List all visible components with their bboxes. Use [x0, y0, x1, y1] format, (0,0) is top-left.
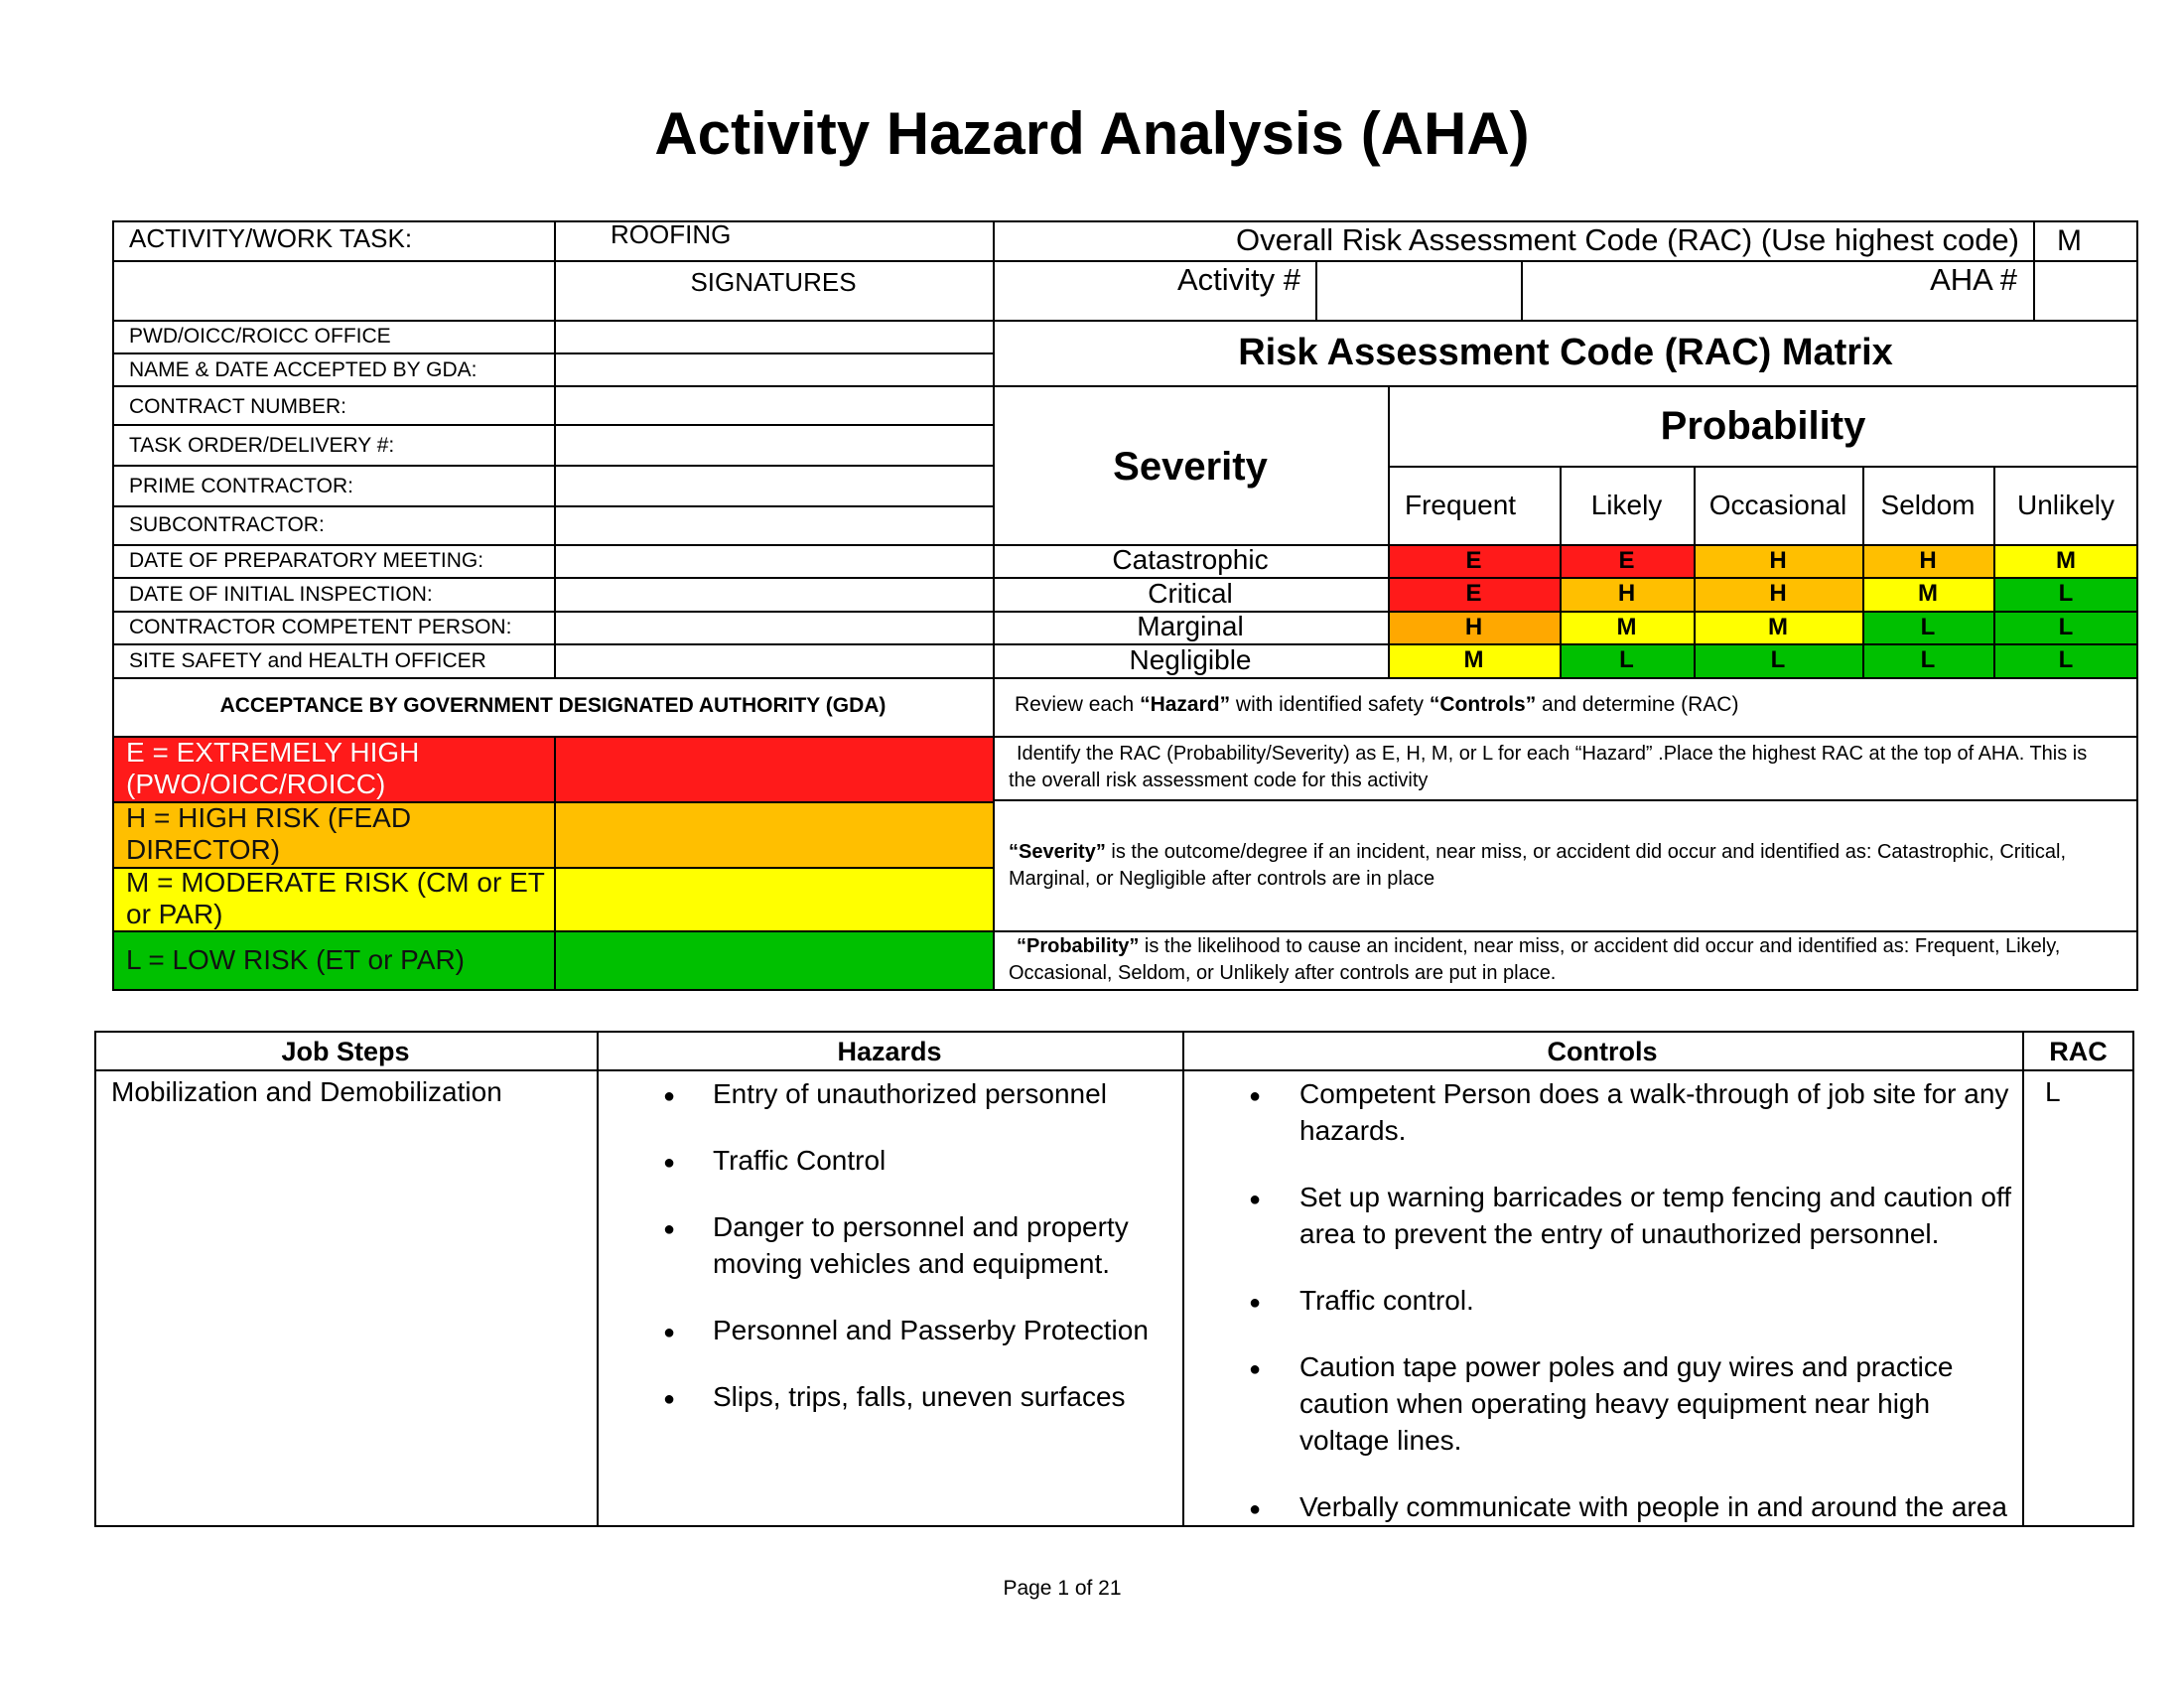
rac-cell-h: H	[1388, 611, 1560, 643]
field-initial-inspection: DATE OF INITIAL INSPECTION:	[129, 583, 433, 606]
input-name-date-accepted[interactable]	[556, 354, 992, 384]
page-title: Activity Hazard Analysis (AHA)	[654, 100, 1530, 167]
input-initial-inspection[interactable]	[556, 579, 992, 610]
rac-cell-m: M	[1388, 643, 1560, 677]
rac-cell-h: H	[1694, 544, 1862, 577]
instruction-probability: “Probability” is the likelihood to cause an incident, near miss, or accident did occur and identified as: Frequent, Likely, Occasional, Seldom, or Unlikely after controls are put in place.	[1009, 935, 2061, 984]
sev-critical: Critical	[1148, 578, 1233, 609]
col-header-hazards: Hazards	[837, 1037, 942, 1066]
prob-frequent: Frequent	[1405, 490, 1517, 520]
hazard-item: Entry of unauthorized personnel	[713, 1078, 1107, 1109]
activity-number-label: Activity #	[1176, 262, 1300, 297]
signatures-label: SIGNATURES	[690, 267, 857, 297]
control-item: Competent Person does a walk-through of job site for any hazards.	[1299, 1078, 2009, 1146]
input-aha-number[interactable]	[2035, 262, 2137, 319]
rac-cell-e: E	[1388, 544, 1560, 577]
col-header-controls: Controls	[1547, 1037, 1658, 1066]
legend-moderate-risk: M = MODERATE RISK (CM or ET or PAR)	[126, 866, 545, 929]
rac-cell-l: L	[1862, 611, 1993, 643]
rac-cell-l: L	[1993, 577, 2138, 611]
col-header-rac: RAC	[2049, 1037, 2108, 1066]
input-contract-number[interactable]	[556, 387, 992, 423]
hazard-item: Slips, trips, falls, uneven surfaces	[713, 1381, 1126, 1412]
prob-unlikely: Unlikely	[2016, 490, 2116, 520]
input-subcontractor[interactable]	[556, 507, 992, 543]
legend-high-risk: H = HIGH RISK (FEAD DIRECTOR)	[126, 801, 412, 865]
control-item: Caution tape power poles and guy wires and practice caution when operating heavy equipment near high voltage lines.	[1299, 1351, 1954, 1456]
control-item: Set up warning barricades or temp fencing and caution off area to prevent the entry of unauthorized personnel.	[1299, 1182, 2012, 1249]
field-contract-number: CONTRACT NUMBER:	[129, 395, 346, 418]
rac-value: L	[2045, 1076, 2061, 1107]
severity-header: Severity	[1113, 445, 1268, 489]
sev-negligible: Negligible	[1129, 644, 1252, 675]
rac-cell-l: L	[1560, 643, 1694, 677]
input-safety-officer[interactable]	[556, 645, 992, 676]
prob-likely: Likely	[1590, 490, 1663, 520]
rac-cell-h: H	[1560, 577, 1694, 611]
aha-number-label: AHA #	[1930, 262, 2017, 297]
rac-cell-h: H	[1862, 544, 1993, 577]
hazard-item: Danger to personnel and property moving vehicles and equipment.	[713, 1211, 1129, 1279]
prob-seldom: Seldom	[1880, 490, 1976, 520]
input-activity-number[interactable]	[1317, 262, 1520, 319]
sev-marginal: Marginal	[1137, 611, 1244, 641]
legend-low-risk: L = LOW RISK (ET or PAR)	[126, 944, 466, 976]
instruction-severity: “Severity” is the outcome/degree if an incident, near miss, or accident did occur and identified as: Catastrophic, Critical, Marginal, or Negligible after controls are in place	[1009, 841, 2067, 890]
input-preparatory-meeting[interactable]	[556, 546, 992, 576]
overall-rac-value: M	[2057, 224, 2082, 257]
sev-catastrophic: Catastrophic	[1112, 544, 1269, 575]
probability-header: Probability	[1660, 404, 1866, 448]
field-prime-contractor: PRIME CONTRACTOR:	[129, 475, 353, 497]
input-pwd-office[interactable]	[556, 322, 992, 352]
rac-cell-m: M	[1694, 611, 1862, 643]
hazard-item: Personnel and Passerby Protection	[713, 1315, 1149, 1345]
rac-cell-e: E	[1560, 544, 1694, 577]
rac-cell-e: E	[1388, 577, 1560, 611]
rac-cell-h: H	[1694, 577, 1862, 611]
instruction-identify: Identify the RAC (Probability/Severity) as E, H, M, or L for each “Hazard” .Place the highest RAC at the top of AHA. This is the overall risk assessment code for this activity	[1009, 743, 2088, 791]
rac-cell-m: M	[1993, 544, 2138, 577]
field-name-date-accepted: NAME & DATE ACCEPTED BY GDA:	[129, 358, 478, 381]
rac-cell-l: L	[1694, 643, 1862, 677]
legend-extremely-high: E = EXTREMELY HIGH (PWO/OICC/ROICC)	[126, 736, 420, 799]
input-task-order[interactable]	[556, 426, 992, 464]
rac-cell-m: M	[1560, 611, 1694, 643]
job-step-text: Mobilization and Demobilization	[111, 1076, 502, 1107]
acceptance-label: ACCEPTANCE BY GOVERNMENT DESIGNATED AUTHORITY (GDA)	[219, 694, 887, 717]
control-item: Traffic control.	[1299, 1285, 1474, 1316]
hazard-item: Traffic Control	[713, 1145, 887, 1176]
col-header-job-steps: Job Steps	[281, 1037, 410, 1066]
field-subcontractor: SUBCONTRACTOR:	[129, 513, 325, 536]
field-pwd-office: PWD/OICC/ROICC OFFICE	[129, 325, 391, 348]
field-preparatory-meeting: DATE OF PREPARATORY MEETING:	[129, 549, 484, 572]
field-task-order: TASK ORDER/DELIVERY #:	[129, 434, 395, 457]
activity-work-task-value: ROOFING	[611, 219, 732, 249]
rac-cell-l: L	[1862, 643, 1993, 677]
rac-matrix-title: Risk Assessment Code (RAC) Matrix	[1238, 332, 1893, 373]
field-competent-person: CONTRACTOR COMPETENT PERSON:	[129, 616, 512, 638]
control-item: Verbally communicate with people in and around the area	[1299, 1491, 2007, 1522]
input-prime-contractor[interactable]	[556, 467, 992, 504]
rac-cell-l: L	[1993, 643, 2138, 677]
activity-work-task-label: ACTIVITY/WORK TASK:	[129, 223, 413, 253]
rac-cell-m: M	[1862, 577, 1993, 611]
overall-rac-label: Overall Risk Assessment Code (RAC) (Use highest code)	[1235, 222, 2019, 257]
page-number: Page 1 of 21	[1003, 1577, 1122, 1600]
rac-cell-l: L	[1993, 611, 2138, 643]
instruction-review: Review each “Hazard” with identified safety “Controls” and determine (RAC)	[1015, 693, 1739, 716]
prob-occasional: Occasional	[1708, 490, 1847, 520]
input-competent-person[interactable]	[556, 613, 992, 642]
field-safety-officer: SITE SAFETY and HEALTH OFFICER	[129, 649, 486, 672]
